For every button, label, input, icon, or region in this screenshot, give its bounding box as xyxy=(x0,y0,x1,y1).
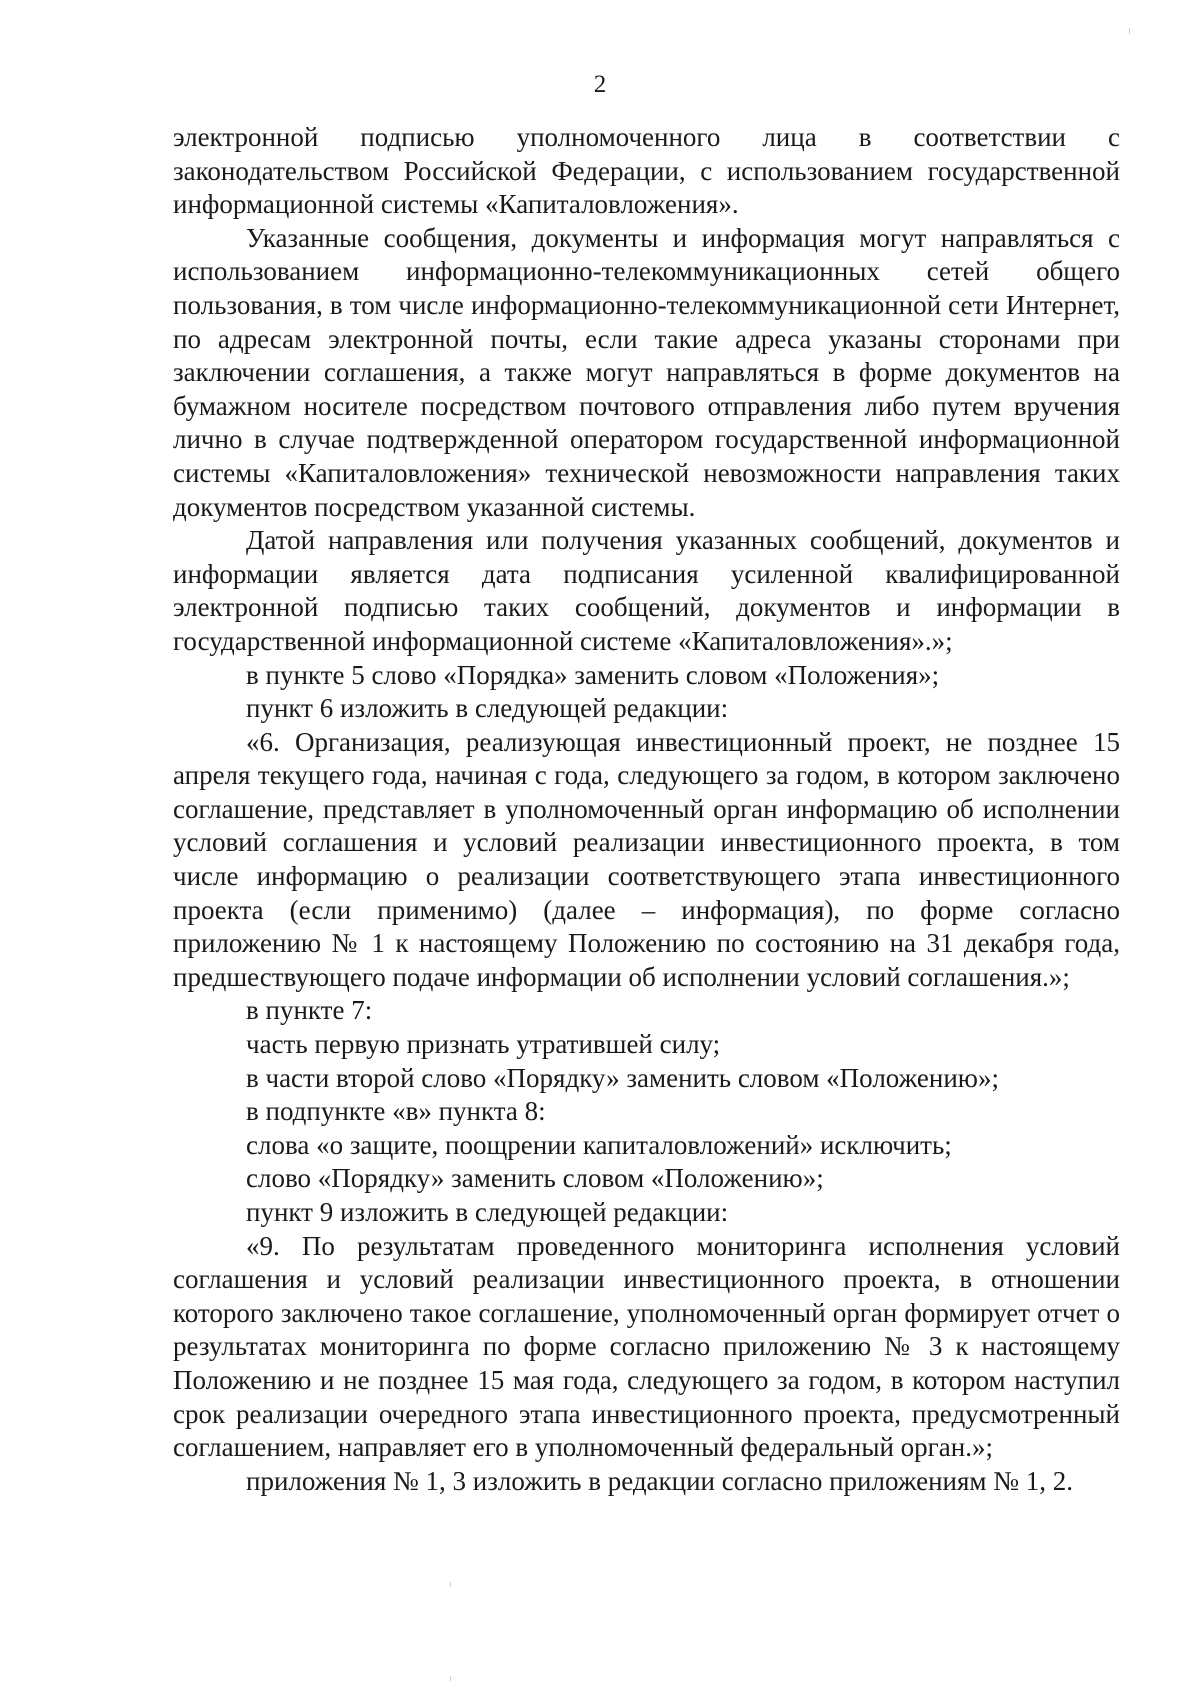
paragraph: пункт 9 изложить в следующей редакции: xyxy=(246,1197,729,1227)
paragraph: в пункте 5 слово «Порядка» заменить словом «Положения»; xyxy=(246,659,940,690)
page-number: 2 xyxy=(593,71,607,98)
paragraph: часть первую признать утратившей силу; xyxy=(246,1029,721,1060)
paragraph: в подпункте «в» пункта 8: xyxy=(246,1096,546,1127)
paragraph: «6. Организация, реализующая инвестиционный проект, не позднее 15 апреля текущего года, начиная с года, следующего за годом, в котором заключено соглашение, представляет в уполномоченный орган информацию об исполнении условий соглашения и условий реализации инвестиционного проекта, в том числе информацию о реализации соответствующего этапа инвестиционного проекта (если применимо) (далее – информация), по форме согласно приложению № 1 к настоящему Положению по состоянию на 31 декабря года, предшествующего подаче информации об исполнении условий соглашения.»; xyxy=(173,726,1120,992)
paragraph: Датой направления или получения указанных сообщений, документов и информации является дата подписания усиленной квалифицированной электронной подписью таких сообщений, документов и информации в государственной информационной системе «Капиталовложения».»; xyxy=(173,525,1120,656)
scan-speck xyxy=(1129,28,1130,34)
paragraph: приложения № 1, 3 изложить в редакции согласно приложениям № 1, 2. xyxy=(246,1465,1073,1496)
paragraph: «9. По результатам проведенного мониторинга исполнения условий соглашения и условий реализации инвестиционного проекта, в отношении которого заключено такое соглашение, уполномоченный орган формирует отчет о результатах мониторинга по форме согласно приложению № 3 к настоящему Положению и не позднее 15 мая года, следующего за годом, в котором наступил срок реализации очередного этапа инвестиционного проекта, предусмотренный соглашением, направляет его в уполномоченный федеральный орган.»; xyxy=(173,1230,1120,1463)
document-body xyxy=(173,121,1120,1498)
paragraph: слова «о защите, поощрении капиталовложений» исключить; xyxy=(246,1129,952,1160)
scan-speck xyxy=(450,1676,451,1681)
paragraph: Указанные сообщения, документы и информация могут направляться с использованием информационно-телекоммуникационных сетей общего пользования, в том числе информационно-телекоммуникационной сети Интернет, по адресам электронной почты, если такие адреса указаны сторонами при заключении соглашения, а также могут направляться в форме документов на бумажном носителе посредством почтового отправления либо путем вручения лично в случае подтвержденной оператором государственной информационной системы «Капиталовложения» технической невозможности направления таких документов посредством указанной системы. xyxy=(173,222,1120,522)
paragraph: пункт 6 изложить в следующей редакции: xyxy=(246,693,729,724)
paragraph: электронной подписью уполномоченного лица в соответствии с законодательством Российской Федерации, с использованием государственной информационной системы «Капиталовложения». xyxy=(173,122,1120,220)
paragraph: слово «Порядку» заменить словом «Положению»; xyxy=(246,1163,824,1194)
scan-speck xyxy=(450,1582,451,1587)
paragraph: в пункте 7: xyxy=(246,995,373,1026)
paragraph: в части второй слово «Порядку» заменить словом «Положению»; xyxy=(246,1062,999,1093)
